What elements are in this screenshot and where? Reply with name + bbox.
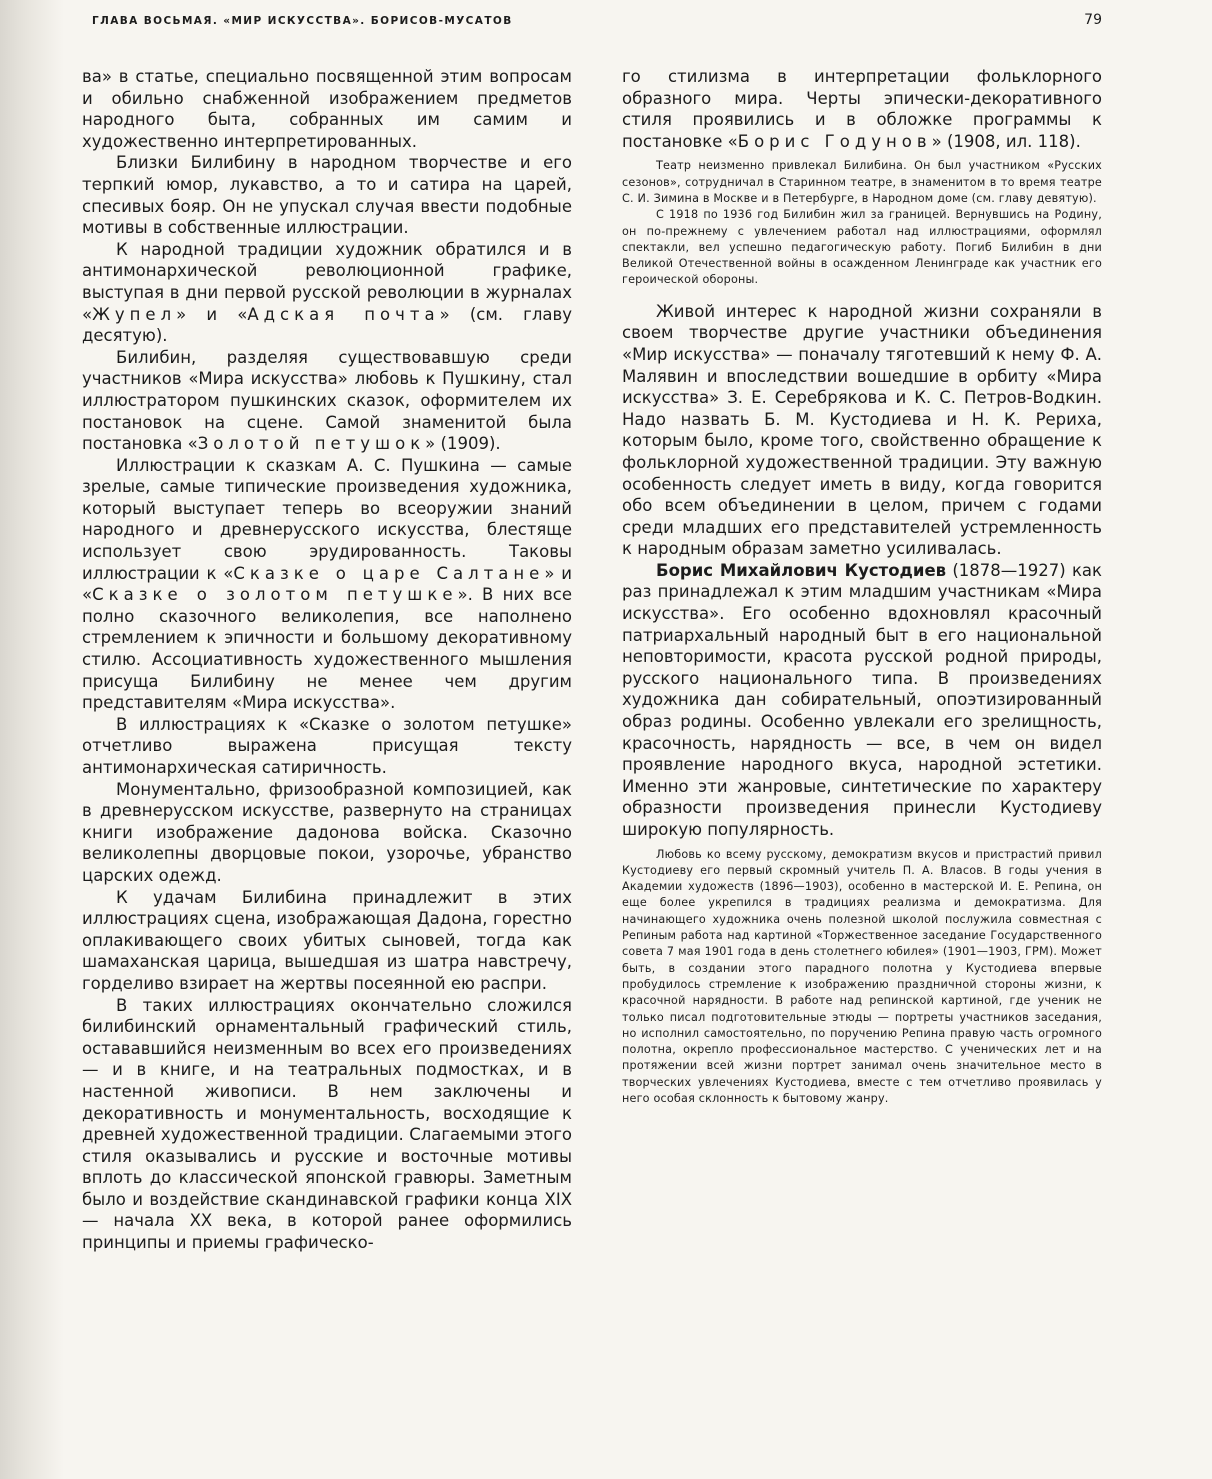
paragraph: Живой интерес к народной жизни сохраняли в своем творчестве другие участники объединения «Мир искусства» — поначалу тяготевший к нему Ф. А. Малявин и впоследствии вошедшие в орбиту «Мира искусства» З. Е. Серебрякова и К. С. Петров-Водкин. Надо назвать Б. М. Кустодиева и Н. К. Рериха, которым было, кроме того, свойственно обращение к фольклорной художественной традиции. Эту важную особенность следует иметь в виду, когда говорится обо всем объединении в целом, причем с годами среди младших его представителей устремленность к народным образам заметно усиливалась. bbox=[622, 301, 1102, 559]
paragraph: Близки Билибину в народном творчестве и его терпкий юмор, лукавство, а то и сатира на царей, спесивых бояр. Он не упускал случая ввести подобные мотивы в собственные иллюстрации. bbox=[82, 153, 572, 238]
small-print-paragraph: Любовь ко всему русскому, демократизм вкусов и пристрастий привил Кустодиеву его первый скромный учитель П. А. Власов. В годы учения в Академии художеств (1896—1903), особенно в мастерской И. Е. Репина, он еще более укрепился в традициях реализма и демократизма. Для начинающего художника очень полезной школой послужила совместная с Репиным работа над картиной «Торжественное заседание Государственного совета 7 мая 1901 года в день столетнего юбилея» (1901—1903, ГРМ). Может быть, в создании этого парадного полотна у Кустодиева впервые пробудилось стремление к изображению праздничной стороны жизни, к красочной нарядности. В работе над репинской картиной, где ученик не только писал подготовительные этюды — портреты участников заседания, но исполнил самостоятельно, по поручению Репина правую часть огромного полотна, окрепло профессиональное мастерство. С ученических лет и на протяжении всей жизни портрет занимал очень значительное место в творческих увлечениях Кустодиева, вместе с тем отчетливо проявилась у него особая склонность к бытовому жанру. bbox=[622, 847, 1102, 1106]
paragraph: Иллюстрации к сказкам А. С. Пушкина — самые зрелые, самые типические произведения художника, который выступает теперь во всеоружии знаний народного и древнерусского искусства, блестяще использует свою эрудированность. Таковы иллюстрации к «Сказке о царе Салтане» и «Сказке о золотом петушке». В них все полно сказочного великолепия, все наполнено стремлением к эпичности и большому декоративному стилю. Ассоциативность художественного мышления присуща Билибину не менее чем другим представителям «Мира искусства». bbox=[82, 455, 572, 713]
page-number: 79 bbox=[1084, 12, 1102, 28]
spaced-title: Сказке о царе Салтане bbox=[233, 563, 545, 583]
paragraph: Борис Михайлович Кустодиев (1878—1927) как раз принадлежал к этим младшим участникам «Мира искусства». Его особенно вдохновлял красочный патриархальный народный быт в его национальной неповторимости, красота русской родной природы, русского национального типа. В произведениях художника дан собирательный, опоэтизированный образ родины. Особенно увлекали его зрелищность, красочность, нарядность — все, в чем он видел проявление народного вкуса, народной эстетики. Именно эти жанровые, синтетические по характеру образности произведения принесли Кустодиеву широкую популярность. bbox=[622, 560, 1102, 839]
paragraph: В таких иллюстрациях окончательно сложился билибинский орнаментальный графический стиль, остававшийся неизменным во всех его произведениях — и в книге, и на театральных подмостках, и в настенной живописи. В нем заключены и декоративность и монументальность, восходящие к древней художественной традиции. Слагаемыми этого стиля оказывались и русские и восточные мотивы вплоть до классической японской гравюры. Заметным было и воздействие скандинавской графики конца XIX — начала XX века, в которой ранее оформились принципы и приемы графическо- bbox=[82, 995, 572, 1253]
small-print-paragraph: Театр неизменно привлекал Билибина. Он был участником «Русских сезонов», сотрудничал в Старинном театре, в знаменитом в то время театре С. И. Зимина в Москве и в Петербурге, в Народном доме (см. главу девятую). bbox=[622, 159, 1102, 205]
paragraph: ва» в статье, специально посвященной этим вопросам и обильно снабженной изображением предметов народного быта, собранных им самим и художественно интерпретированных. bbox=[82, 67, 572, 151]
page-header bbox=[92, 12, 1102, 32]
paragraph: К удачам Билибина принадлежит в этих иллюстрациях сцена, изображающая Дадона, горестно оплакивающего своих убитых сыновей, тогда как шамаханская царица, вышедшая из шатра навстречу, горделиво взирает на жертвы посеянной ею распри. bbox=[82, 887, 572, 993]
paragraph: Монументально, фризообразной композицией, как в древнерусском искусстве, развернуто на страницах книги изображение дадонова войска. Сказочно великолепны дворцовые покои, узорочье, убранство царских одежд. bbox=[82, 779, 572, 885]
bold-name: Борис Михайлович Кустодиев bbox=[656, 560, 947, 580]
spaced-title: Жупел bbox=[92, 304, 177, 324]
paragraph: В иллюстрациях к «Сказке о золотом петушке» отчетливо выражена присущая тексту антимонархическая сатиричность. bbox=[82, 714, 572, 777]
spaced-title: Сказке о золотом петушке bbox=[92, 585, 458, 605]
small-print-paragraph: С 1918 по 1936 год Билибин жил за границей. Вернувшись на Родину, он по-прежнему с увлечением работал над иллюстрациями, оформлял спектакли, вел успешно педагогическую работу. Погиб Билибин в дни Великой Отечественной войны в осажденном Ленинграде как участник его героической обороны. bbox=[622, 208, 1102, 287]
right-column bbox=[622, 66, 1102, 1107]
left-column bbox=[82, 66, 572, 1254]
running-head: ГЛАВА ВОСЬМАЯ. «МИР ИСКУССТВА». БОРИСОВ-МУСАТОВ bbox=[92, 15, 513, 27]
page-gutter-shadow bbox=[0, 0, 64, 1479]
paragraph: го стилизма в интерпретации фольклорного образного мира. Черты эпически-декоративного стиля проявились и в обложке программы к постановке «Борис Годунов» (1908, ил. 118). bbox=[622, 67, 1102, 151]
spaced-title: Борис Годунов bbox=[737, 131, 932, 151]
paragraph: К народной традиции художник обратился и в антимонархической революционной графике, выступая в дни первой русской революции в журналах «Жупел» и «Адская почта» (см. главу десятую). bbox=[82, 239, 572, 346]
spaced-title: Золотой петушок bbox=[197, 434, 426, 454]
paragraph: Билибин, разделяя существовавшую среди участников «Мира искусства» любовь к Пушкину, стал иллюстратором пушкинских сказок, оформителем их постановок на сцене. Самой знаменитой была постановка «Золотой петушок» (1909). bbox=[82, 347, 572, 454]
spaced-title: Адская почта bbox=[247, 304, 440, 324]
